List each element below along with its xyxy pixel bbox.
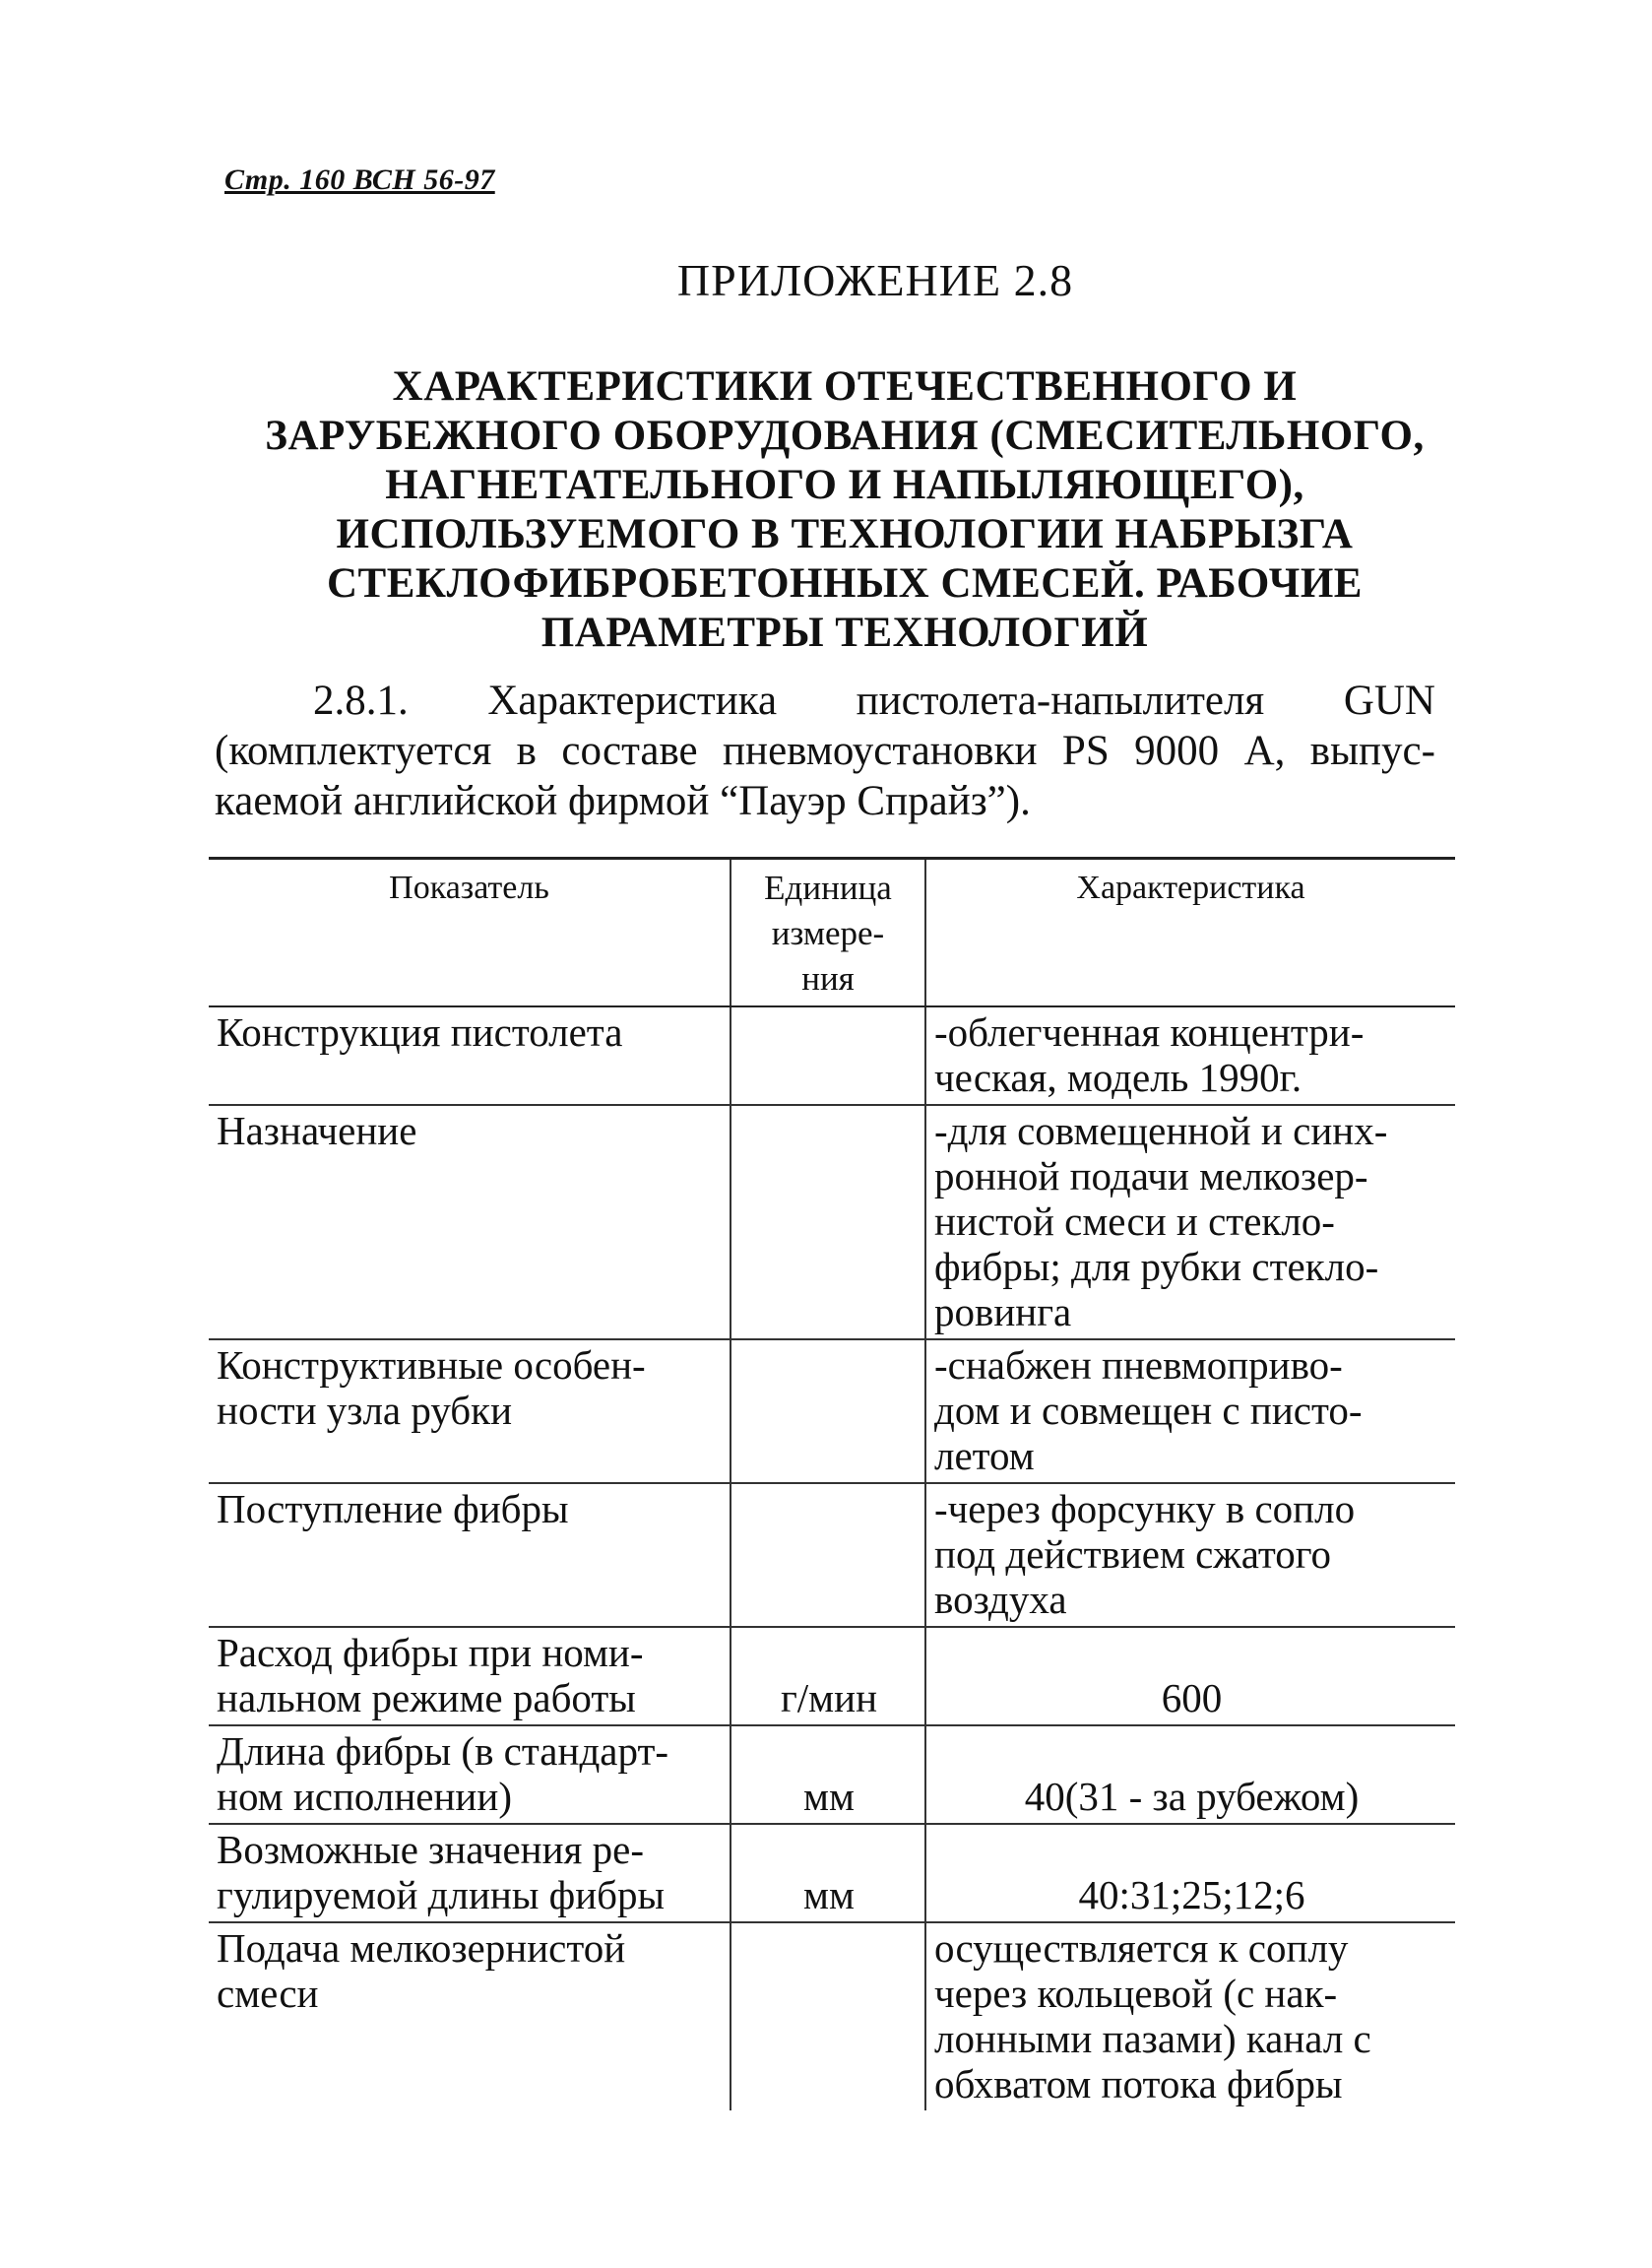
title-line: ХАРАКТЕРИСТИКИ ОТЕЧЕСТВЕННОГО И (392, 363, 1298, 410)
table-header-row (209, 859, 1455, 1007)
indicator-cell-line: гулируемой длины фибры (217, 1872, 666, 1917)
unit-cell-line: мм (803, 1872, 855, 1917)
value-cell-line: фибры; для рубки стекло- (934, 1244, 1379, 1289)
title-line: ПАРАМЕТРЫ ТЕХНОЛОГИЙ (540, 610, 1149, 656)
value-cell (925, 1922, 1455, 2110)
indicator-cell-line: Поступление фибры (217, 1486, 569, 1531)
intro-line-2 (215, 726, 1435, 776)
indicator-cell-line: Возможные значения ре- (217, 1827, 645, 1872)
header-unit (731, 859, 925, 1007)
title-line: НАГНЕТАТЕЛЬНОГО И НАПЫЛЯЮЩЕГО), (385, 462, 1304, 508)
value-cell-line: -через форсунку в сопло (934, 1486, 1356, 1531)
value-cell-line: воздуха (934, 1577, 1067, 1622)
value-cell-line: летом (934, 1433, 1035, 1478)
value-cell (925, 1339, 1455, 1483)
value-cell-line: под действием сжатого (934, 1531, 1332, 1577)
intro-word: составе (561, 728, 698, 774)
indicator-cell (209, 1006, 731, 1105)
value-cell (925, 1006, 1455, 1105)
table-row (209, 1483, 1455, 1627)
table-body (209, 1006, 1455, 2110)
indicator-cell-line: Расход фибры при номи- (217, 1630, 644, 1675)
unit-cell (731, 1824, 925, 1922)
intro-paragraph (215, 676, 1435, 826)
table-row (209, 1922, 1455, 2110)
appendix-title: ПРИЛОЖЕНИЕ 2.8 (676, 255, 1074, 305)
unit-cell (731, 1339, 925, 1483)
unit-cell (731, 1006, 925, 1105)
value-cell (925, 1725, 1455, 1824)
value-cell-line: обхватом потока фибры (934, 2061, 1343, 2106)
header-unit-line: измере- (771, 914, 885, 952)
title-line: ИСПОЛЬЗУЕМОГО В ТЕХНОЛОГИИ НАБРЫЗГА (336, 511, 1354, 557)
intro-word: А, (1243, 728, 1286, 774)
table-row (209, 1006, 1455, 1105)
table-row (209, 1824, 1455, 1922)
value-cell-line: осуществляется к соплу (934, 1925, 1349, 1971)
value-cell-line: нистой смеси и стекло- (934, 1199, 1335, 1244)
header-unit-line: Единица (764, 869, 892, 907)
value-cell (925, 1627, 1455, 1725)
indicator-cell-line: Длина фибры (в стандарт- (217, 1728, 669, 1774)
value-cell (925, 1824, 1455, 1922)
value-cell-line: лонными пазами) канал с (934, 2016, 1371, 2061)
indicator-cell (209, 1627, 731, 1725)
value-cell-line: дом и совмещен с писто- (934, 1388, 1363, 1433)
intro-word: 9000 (1134, 728, 1220, 774)
table-row (209, 1725, 1455, 1824)
table-row (209, 1627, 1455, 1725)
intro-word: PS (1061, 728, 1110, 774)
value-cell-line: 600 (1161, 1675, 1223, 1720)
value-cell-line: -снабжен пневмоприво- (934, 1342, 1343, 1388)
intro-word: 2.8.1. (313, 678, 409, 724)
table-row (209, 1339, 1455, 1483)
value-cell-line: -для совмещенной и синх- (934, 1108, 1388, 1153)
indicator-cell-line: Подача мелкозернистой (217, 1925, 626, 1971)
value-cell (925, 1105, 1455, 1339)
title-line: ЗАРУБЕЖНОГО ОБОРУДОВАНИЯ (СМЕСИТЕЛЬНОГО, (265, 413, 1425, 459)
intro-word: GUN (1343, 678, 1435, 724)
value-cell-line: 40(31 - за рубежом) (1024, 1774, 1360, 1819)
value-cell-line: 40:31;25;12;6 (1078, 1872, 1305, 1917)
intro-line-3: каемой английской фирмой “Пауэр Спрайз”). (215, 778, 1031, 824)
value-cell-line: ровинга (934, 1289, 1072, 1334)
indicator-cell (209, 1725, 731, 1824)
indicator-cell (209, 1483, 731, 1627)
unit-cell-line: г/мин (780, 1675, 878, 1720)
intro-word: пневмоустановки (723, 728, 1038, 774)
indicator-cell-line: нальном режиме работы (217, 1675, 636, 1720)
header-characteristic: Характеристика (925, 859, 1455, 1007)
indicator-cell-line: Конструкция пистолета (217, 1009, 623, 1055)
indicator-cell (209, 1105, 731, 1339)
unit-cell (731, 1483, 925, 1627)
indicator-cell-line: Назначение (217, 1108, 417, 1153)
indicator-cell-line: смеси (217, 1971, 319, 2016)
value-cell-line: ронной подачи мелкозер- (934, 1153, 1368, 1199)
indicator-cell-line: Конструктивные особен- (217, 1342, 646, 1388)
intro-word: пистолета-напылителя (856, 678, 1265, 724)
indicator-cell (209, 1922, 731, 2110)
intro-word: (комплектуется (215, 728, 492, 774)
intro-word: выпус- (1309, 728, 1435, 774)
unit-cell (731, 1725, 925, 1824)
header-indicator: Показатель (209, 859, 731, 1007)
table-row (209, 1105, 1455, 1339)
intro-line-1 (215, 676, 1435, 726)
title-line: СТЕКЛОФИБРОБЕТОННЫХ СМЕСЕЙ. РАБОЧИЕ (327, 560, 1363, 607)
unit-cell-line: мм (803, 1774, 855, 1819)
indicator-cell-line: ном исполнении) (217, 1774, 512, 1819)
document-title (224, 362, 1465, 658)
value-cell-line: ческая, модель 1990г. (934, 1055, 1303, 1100)
intro-word: Характеристика (487, 678, 778, 724)
value-cell (925, 1483, 1455, 1627)
unit-cell (731, 1105, 925, 1339)
value-cell-line: через кольцевой (с нак- (934, 1971, 1338, 2016)
value-cell-line: -облегченная концентри- (934, 1009, 1365, 1055)
intro-word: в (516, 728, 537, 774)
header-unit-line: ния (801, 959, 855, 998)
indicator-cell (209, 1339, 731, 1483)
characteristics-table (209, 857, 1455, 2110)
unit-cell (731, 1627, 925, 1725)
page-header: Стр. 160 ВСН 56-97 (224, 163, 495, 196)
indicator-cell (209, 1824, 731, 1922)
indicator-cell-line: ности узла рубки (217, 1388, 513, 1433)
unit-cell (731, 1922, 925, 2110)
